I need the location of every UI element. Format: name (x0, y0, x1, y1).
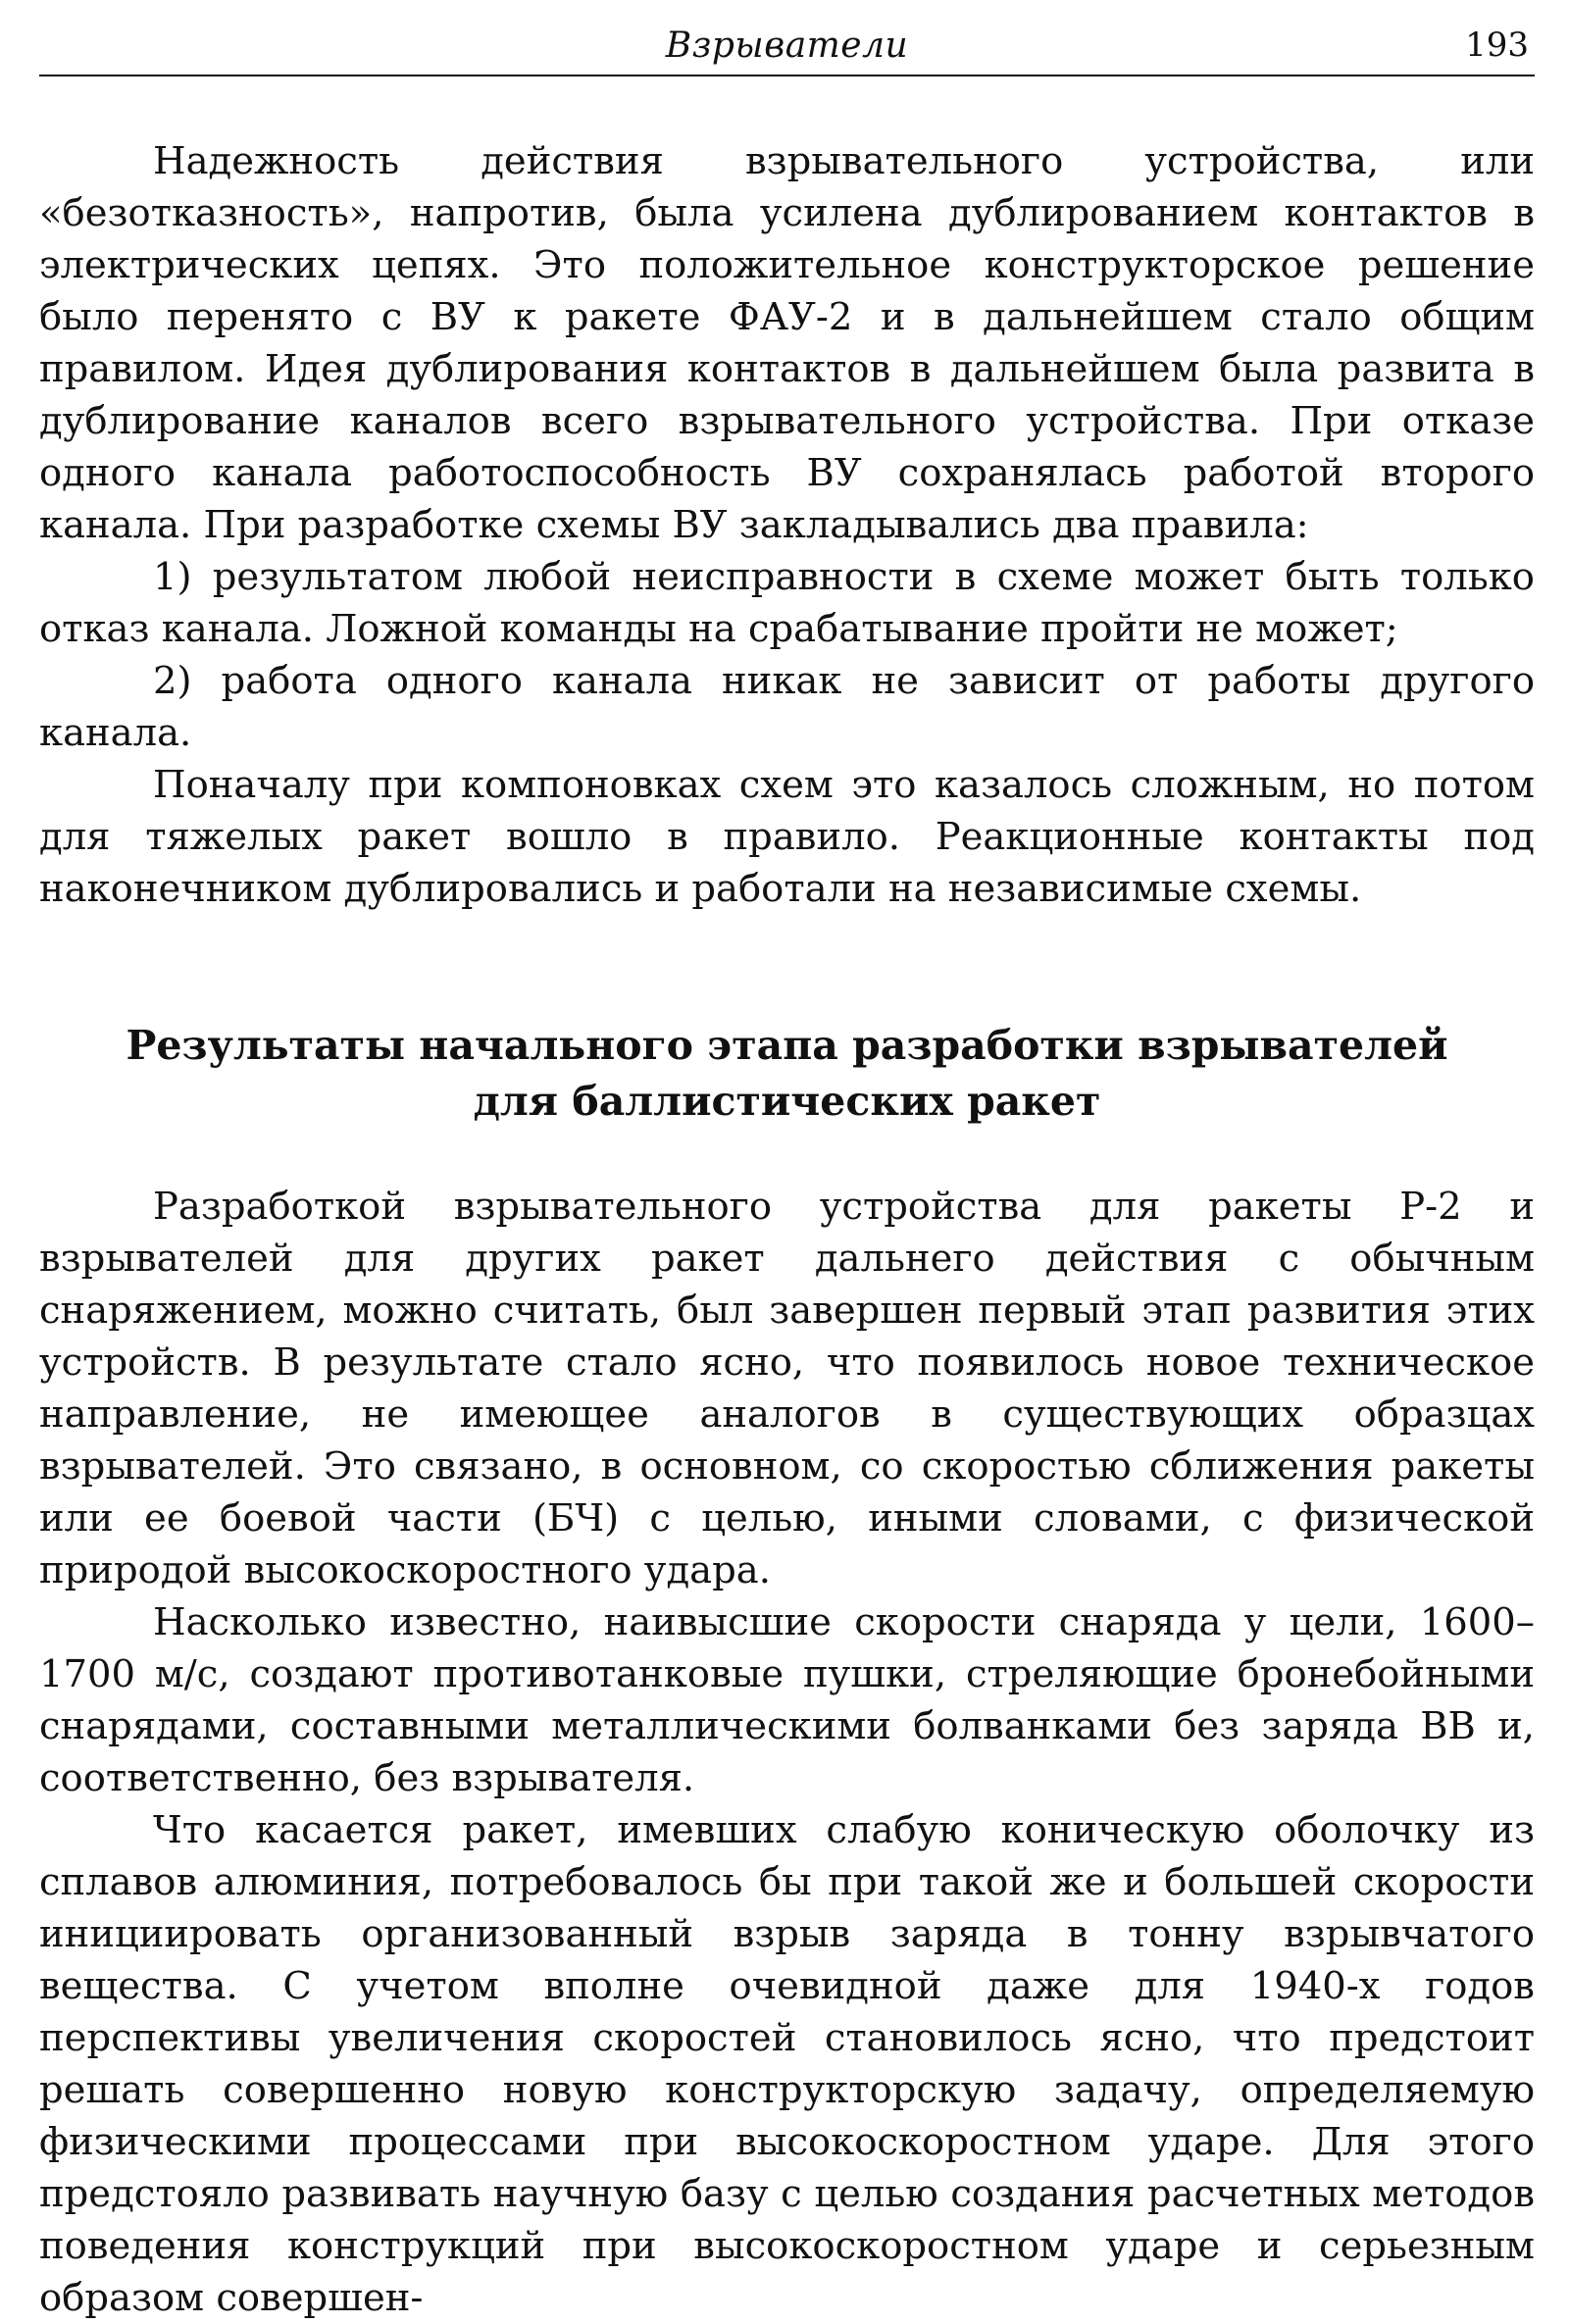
paragraph: Разработкой взрывательного устройства для ракеты Р-2 и взрывателей для других ракет дальнего действия с обычным снаряжением, можно считать, был завершен первый этап развития этих устройств. В результате стало ясно, что появилось новое техническое направление, не имеющее аналогов в существующих образцах взрывателей. Это связано, в основном, со скоростью сближения ракеты или ее боевой части (БЧ) с целью, иными словами, с физической природой высокоскоростного удара. (39, 1185, 1535, 1592)
book-page (39, 18, 1535, 2324)
paragraph: Надежность действия взрывательного устройства, или «безотказность», напротив, была усилена дублированием контактов в электрических цепях. Это положительное конструкторское решение было перенято с ВУ к ракете ФАУ-2 и в дальнейшем стало общим правилом. Идея дублирования контактов в дальнейшем была развита в дублирование каналов всего взрывательного устройства. При отказе одного канала работоспособность ВУ сохранялась работой второго канала. При разработке схемы ВУ закладывались два правила: (39, 139, 1535, 547)
section-heading-line-1: Результаты начального этапа разработки взрывателей (126, 1022, 1448, 1069)
list-item-rule-2: 2) работа одного канала никак не зависит от работы другого канала. (39, 659, 1535, 755)
body-text (39, 135, 1535, 2324)
running-head (39, 18, 1535, 76)
paragraph: Насколько известно, наивысшие скорости снаряда у цели, 1600–1700 м/с, создают противотанковые пушки, стреляющие бронебойными снарядами, составными металлическими болванками без заряда ВВ и, соответственно, без взрывателя. (39, 1600, 1535, 1800)
list-item-rule-1: 1) результатом любой неисправности в схеме может быть только отказ канала. Ложной команды на срабатывание пройти не может; (39, 555, 1535, 651)
page-number: 193 (1465, 25, 1529, 65)
paragraph: Что касается ракет, имевших слабую коническую оболочку из сплавов алюминия, потребовалось бы при такой же и большей скорости инициировать организованный взрыв заряда в тонну взрывчатого вещества. С учетом вполне очевидной даже для 1940-х годов перспективы увеличения скоростей становилось ясно, что предстоит решать совершенно новую конструкторскую задачу, определяемую физическими процессами при высокоскоростном ударе. Для этого предстояло развивать научную базу с целью создания расчетных методов поведения конструкций при высокоскоростном ударе и серьезным образом совершен- (39, 1808, 1535, 2320)
running-title: Взрыватели (665, 25, 909, 66)
section-heading (39, 1018, 1535, 1130)
section-heading-line-2: для баллистических ракет (473, 1078, 1101, 1125)
paragraph: Поначалу при компоновках схем это казалось сложным, но потом для тяжелых ракет вошло в правило. Реакционные контакты под наконечником дублировались и работали на независимые схемы. (39, 763, 1535, 911)
